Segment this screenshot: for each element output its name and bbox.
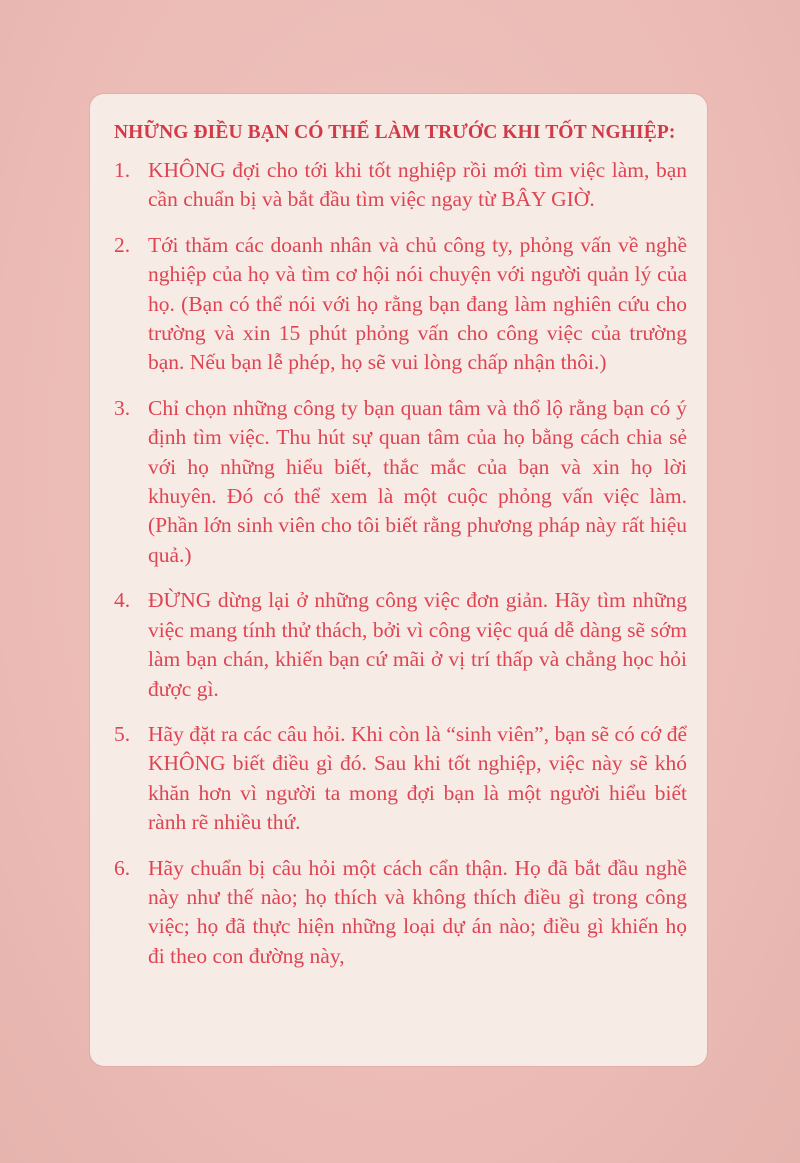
list-item — [114, 720, 687, 838]
card-content — [114, 118, 687, 987]
item-text: ĐỪNG dừng lại ở những công việc đơn giản. Hãy tìm những việc mang tính thử thách, bởi vì công việc quá dễ dàng sẽ sớm làm bạn chán, khiến bạn cứ mãi ở vị trí thấp và chẳng học hỏi được gì. — [148, 588, 687, 701]
tips-list — [114, 156, 687, 971]
card-title: NHỮNG ĐIỀU BẠN CÓ THỂ LÀM TRƯỚC KHI TỐT NGHIỆP: — [114, 122, 676, 143]
item-number: 5. — [114, 721, 131, 746]
item-number: 1. — [114, 158, 131, 182]
item-text: Hãy chuẩn bị câu hỏi một cách cẩn thận. Họ đã bắt đầu nghề này như thế nào; họ thích và không thích điều gì trong công việc; họ đã thực hiện những loại dự án nào; điều gì khiến họ đi theo con đường này, — [148, 855, 687, 968]
item-text: Hãy đặt ra các câu hỏi. Khi còn là “sinh viên”, bạn sẽ có cớ để KHÔNG biết điều gì đó. Sau khi tốt nghiệp, việc này sẽ khó khăn hơn vì người ta mong đợi bạn là một người hiểu biết rành rẽ nhiều thứ. — [148, 721, 687, 835]
item-number: 4. — [114, 588, 131, 613]
item-text: Tới thăm các doanh nhân và chủ công ty, phỏng vấn về nghề nghiệp của họ và tìm cơ hội nói chuyện với người quản lý của họ. (Bạn có thể nói với họ rằng bạn đang làm nghiên cứu cho trường và xin 15 phút phỏng vấn cho công việc của trường bạn. Nếu bạn lễ phép, họ sẽ vui lòng chấp nhận thôi.) — [148, 232, 687, 375]
item-number: 2. — [114, 232, 131, 257]
item-text: Chỉ chọn những công ty bạn quan tâm và thổ lộ rằng bạn có ý định tìm việc. Thu hút sự quan tâm của họ bằng cách chia sẻ với họ những hiểu biết, thắc mắc của bạn và xin họ lời khuyên. Đó có thể xem là một cuộc phỏng vấn việc làm. (Phần lớn sinh viên cho tôi biết rằng phương pháp này rất hiệu quả.) — [148, 395, 687, 567]
list-item — [114, 156, 687, 215]
list-item — [114, 231, 687, 378]
content-card — [90, 94, 707, 1066]
list-item — [114, 586, 687, 704]
item-text: KHÔNG đợi cho tới khi tốt nghiệp rồi mới tìm việc làm, bạn cần chuẩn bị và bắt đầu tìm việc ngay từ BÂY GIỜ. — [148, 158, 687, 212]
item-number: 6. — [114, 855, 131, 880]
list-item — [114, 394, 687, 570]
item-number: 3. — [114, 395, 131, 420]
list-item — [114, 854, 687, 972]
